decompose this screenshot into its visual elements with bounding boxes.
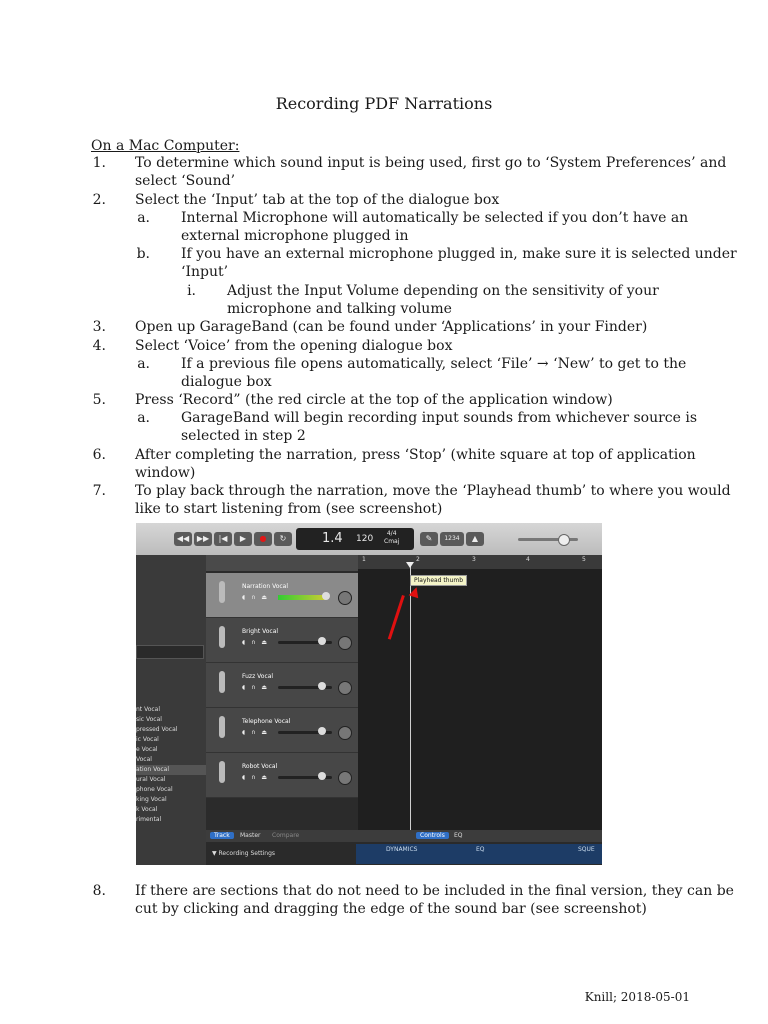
volume-knob <box>318 727 326 735</box>
list-marker: a. <box>137 356 150 372</box>
dynamics-panel <box>356 844 602 864</box>
track-header <box>206 573 358 618</box>
list-text: Adjust the Input Volume depending on the sensitivity of your <box>227 283 659 299</box>
list-text: external microphone plugged in <box>181 228 409 245</box>
list-text: window) <box>135 465 196 482</box>
master-volume-knob <box>558 534 570 546</box>
library-row: pressed Vocal <box>136 726 178 733</box>
list-text: selected in step 2 <box>181 428 306 445</box>
list-text: Internal Microphone will automatically be selected if you don’t have an <box>181 210 689 226</box>
list-text: cut by clicking and dragging the edge of the sound bar (see screenshot) <box>135 901 647 918</box>
microphone-icon <box>219 671 225 693</box>
ruler-mark: 2 <box>416 556 420 563</box>
list-marker: 7. <box>92 483 106 499</box>
dynamics-label: DYNAMICS <box>386 846 418 853</box>
track-header <box>206 663 358 708</box>
list-text: After completing the narration, press ‘Stop’ (white square at top of application <box>135 447 696 463</box>
list-marker: b. <box>136 246 150 262</box>
list-text: Open up GarageBand (can be found under ‘Applications’ in your Finder) <box>135 319 648 335</box>
key-value: Cmaj <box>384 538 400 545</box>
track-name: Robot Vocal <box>242 763 278 770</box>
metronome-icon: ▲ <box>466 532 484 546</box>
list-marker: 3. <box>92 319 106 335</box>
track-controls: ◖ ∩ ⏏ <box>242 639 270 646</box>
toolbar <box>136 523 602 556</box>
library-row: rimental <box>136 816 162 823</box>
volume-knob <box>318 637 326 645</box>
pan-knob <box>338 771 352 785</box>
list-text: To determine which sound input is being used, first go to ‘System Preferences’ and <box>135 155 727 171</box>
track-controls: ◖ ∩ ⏏ <box>242 729 270 736</box>
library-row: phone Vocal <box>136 786 173 793</box>
pan-knob <box>338 636 352 650</box>
fast-forward-icon: ▶▶ <box>194 532 212 546</box>
list-marker: 2. <box>92 192 106 208</box>
microphone-icon <box>219 626 225 648</box>
count-in-button: 1234 <box>440 532 464 546</box>
list-marker: 5. <box>92 392 106 408</box>
garageband-screenshot <box>136 523 602 865</box>
recording-settings: ▼ Recording Settings <box>212 850 276 857</box>
squeeze-label: SQUE <box>578 846 595 853</box>
library-row: nt Vocal <box>136 706 161 713</box>
track-name: Bright Vocal <box>242 628 279 635</box>
track-header <box>206 708 358 753</box>
go-to-start-icon: |◀ <box>214 532 232 546</box>
list-marker: 1. <box>92 155 106 171</box>
list-text: like to start listening from (see screenshot) <box>135 501 443 518</box>
smart-controls <box>206 842 602 865</box>
list-marker: 6. <box>92 447 106 463</box>
list-text: dialogue box <box>181 374 272 391</box>
track-name: Narration Vocal <box>242 583 289 590</box>
track-header <box>206 753 358 798</box>
footer-date: Knill; 2018-05-01 <box>584 990 690 1004</box>
list-marker: i. <box>187 283 196 299</box>
tab-controls: Controls <box>416 832 449 839</box>
tab-eq: EQ <box>454 832 463 839</box>
volume-knob <box>318 682 326 690</box>
list-text: GarageBand will begin recording input sounds from whichever source is <box>181 410 698 426</box>
rewind-icon: ◀◀ <box>174 532 192 546</box>
library-row: ation Vocal <box>136 765 206 775</box>
volume-knob <box>322 592 330 600</box>
record-icon: ● <box>254 532 272 546</box>
library-row: ural Vocal <box>136 776 166 783</box>
list-text: To play back through the narration, move the ‘Playhead thumb’ to where you would <box>135 483 731 499</box>
playhead <box>410 563 411 830</box>
section-heading: On a Mac Computer: <box>91 138 240 154</box>
lcd-position: 1.4 <box>322 531 343 546</box>
library-row: e Vocal <box>136 746 158 753</box>
list-marker: a. <box>137 410 150 426</box>
list-text: If you have an external microphone plugged in, make sure it is selected under <box>181 246 737 262</box>
tab-track: Track <box>210 832 234 839</box>
play-icon: ▶ <box>234 532 252 546</box>
microphone-icon <box>219 716 225 738</box>
pan-knob <box>338 681 352 695</box>
library-search <box>136 645 204 659</box>
tab-compare: Compare <box>272 832 300 839</box>
library-row: ic Vocal <box>136 736 159 743</box>
ruler-mark: 4 <box>526 556 530 563</box>
pan-knob <box>338 726 352 740</box>
ruler-mark: 3 <box>472 556 476 563</box>
ruler-mark: 1 <box>362 556 366 563</box>
list-text: Select the ‘Input’ tab at the top of the dialogue box <box>135 192 500 208</box>
microphone-icon <box>219 581 225 603</box>
volume-knob <box>318 772 326 780</box>
level-meter <box>278 595 326 600</box>
lcd-tempo: 120 <box>356 534 374 544</box>
list-marker: 8. <box>92 883 106 899</box>
tracks-header <box>206 555 358 571</box>
eq-label: EQ <box>476 846 485 853</box>
list-marker: a. <box>137 210 150 226</box>
library-row: king Vocal <box>136 796 167 803</box>
list-text: ‘Input’ <box>181 264 229 281</box>
list-text: If there are sections that do not need to be included in the final version, they can be <box>135 883 734 899</box>
track-name: Telephone Vocal <box>242 718 291 725</box>
playhead-tooltip: Playhead thumb <box>410 575 467 586</box>
microphone-icon <box>219 761 225 783</box>
pan-knob <box>338 591 352 605</box>
library-row: k Vocal <box>136 806 158 813</box>
list-marker: 4. <box>92 338 106 354</box>
list-text: Select ‘Voice’ from the opening dialogue box <box>135 338 453 354</box>
timeline-ruler <box>358 555 602 569</box>
lcd-time-signature <box>384 530 399 546</box>
document-title: Recording PDF Narrations <box>275 94 493 113</box>
list-text: Press ‘Record” (the red circle at the top of the application window) <box>135 392 613 408</box>
list-text: microphone and talking volume <box>227 301 452 318</box>
timeline <box>358 555 602 830</box>
ruler-mark: 5 <box>582 556 586 563</box>
track-controls: ◖ ∩ ⏏ <box>242 774 270 781</box>
list-text: select ‘Sound’ <box>135 173 236 190</box>
tuner-icon: ✎ <box>420 532 438 546</box>
playhead-thumb <box>406 562 414 568</box>
track-controls: ◖ ∩ ⏏ <box>242 594 270 601</box>
track-controls: ◖ ∩ ⏏ <box>242 684 270 691</box>
cycle-icon: ↻ <box>274 532 292 546</box>
tab-master: Master <box>240 832 261 839</box>
list-text: If a previous file opens automatically, select ‘File’ → ‘New’ to get to the <box>181 356 687 372</box>
library-row: sic Vocal <box>136 716 162 723</box>
time-sig-value: 4/4 <box>386 530 397 537</box>
track-name: Fuzz Vocal <box>242 673 274 680</box>
track-header <box>206 618 358 663</box>
bottom-tabs <box>206 830 602 842</box>
library-row: Vocal <box>136 756 152 763</box>
lcd-display <box>296 528 414 550</box>
